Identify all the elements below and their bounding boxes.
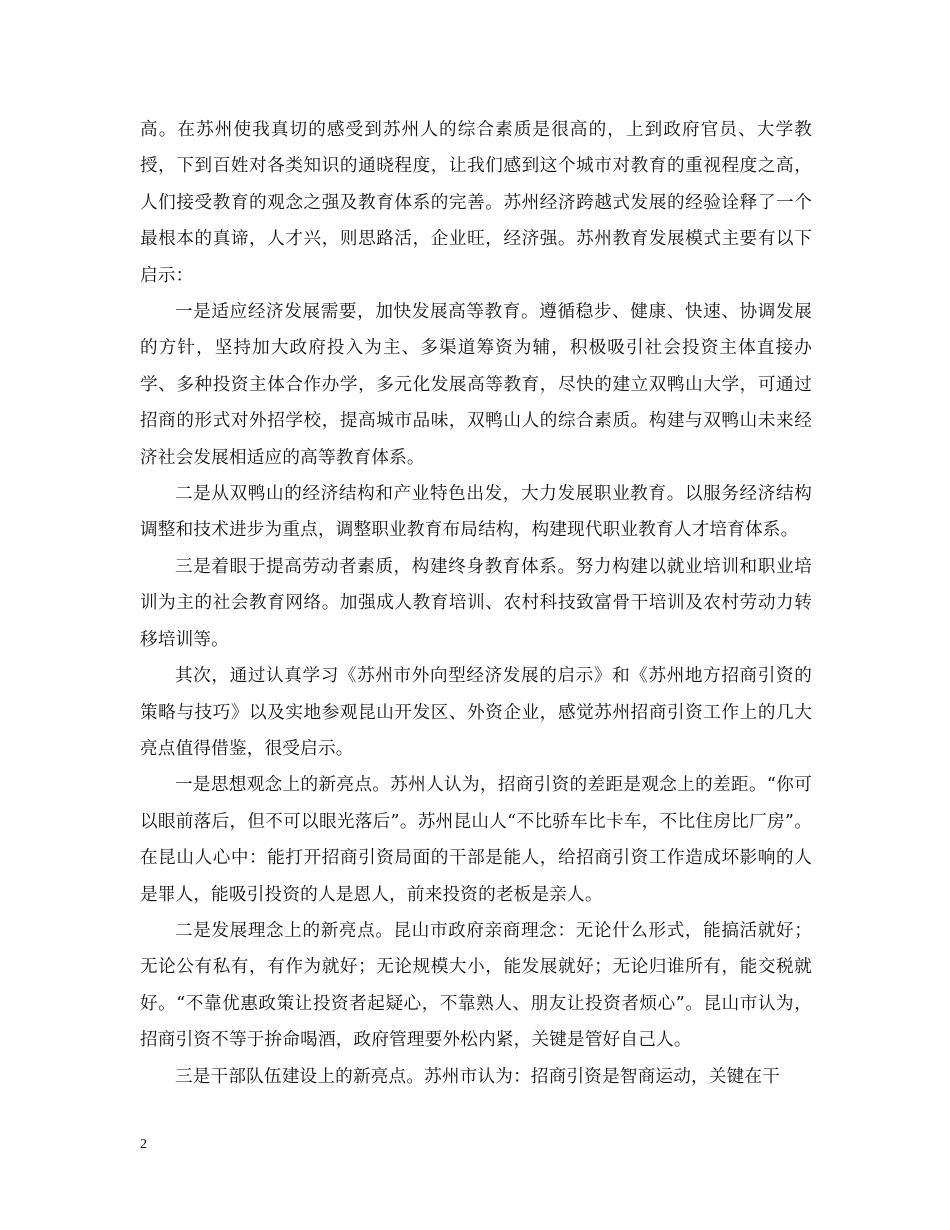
paragraph-7: 二是发展理念上的新亮点。昆山市政府亲商理念：无论什么形式，能搞活就好；无论公有私有，有作为就好；无论规模大小，能发展就好；无论归谁所有，能交税就好。“不靠优惠政策让投资者起疑心，不靠熟人、朋友让投资者烦心”。昆山市认为，招商引资不等于拚命喝酒，政府管理要外松内紧，关键是管好自己人。 xyxy=(140,920,812,1051)
paragraph-2: 一是适应经济发展需要，加快发展高等教育。遵循稳步、健康、快速、协调发展的方针，坚持加大政府投入为主、多渠道筹资为辅，积极吸引社会投资主体直接办学、多种投资主体合作办学，多元化发展高等教育，尽快的建立双鸭山大学，可通过招商的形式对外招学校，提高城市品味，双鸭山人的综合素质。构建与双鸭山未来经济社会发展相适应的高等教育体系。 xyxy=(140,302,812,468)
paragraph-8: 三是干部队伍建设上的新亮点。苏州市认为：招商引资是智商运动，关键在干 xyxy=(175,1066,780,1087)
paragraph-6: 一是思想观念上的新亮点。苏州人认为，招商引资的差距是观念上的差距。“你可以眼前落后，但不可以眼光落后”。苏州昆山人“不比骄车比卡车，不比住房比厂房”。在昆山人心中：能打开招商引资局面的干部是能人，给招商引资工作造成坏影响的人是罪人，能吸引投资的人是恩人，前来投资的老板是亲人。 xyxy=(140,775,812,905)
paragraph-4: 三是着眼于提高劳动者素质，构建终身教育体系。努力构建以就业培训和职业培训为主的社会教育网络。加强成人教育培训、农村科技致富骨干培训及农村劳动力转移培训等。 xyxy=(140,556,812,650)
paragraph-5: 其次，通过认真学习《苏州市外向型经济发展的启示》和《苏州地方招商引资的策略与技巧》以及实地参观昆山开发区、外资企业，感觉苏州招商引资工作上的几大亮点值得借鉴，很受启示。 xyxy=(140,666,812,759)
paragraph-1: 高。在苏州使我真切的感受到苏州人的综合素质是很高的，上到政府官员、大学教授，下到百姓对各类知识的通晓程度，让我们感到这个城市对教育的重视程度之高，人们接受教育的观念之强及教育体系的完善。苏州经济跨越式发展的经验诠释了一个最根本的真谛，人才兴，则思路活，企业旺，经济强。苏州教育发展模式主要有以下启示： xyxy=(140,120,812,286)
paragraph-3: 二是从双鸭山的经济结构和产业特色出发，大力发展职业教育。以服务经济结构调整和技术进步为重点，调整职业教育布局结构，构建现代职业教育人才培育体系。 xyxy=(140,484,812,541)
body-text xyxy=(140,112,812,1095)
page-number: 2 xyxy=(140,1137,147,1152)
